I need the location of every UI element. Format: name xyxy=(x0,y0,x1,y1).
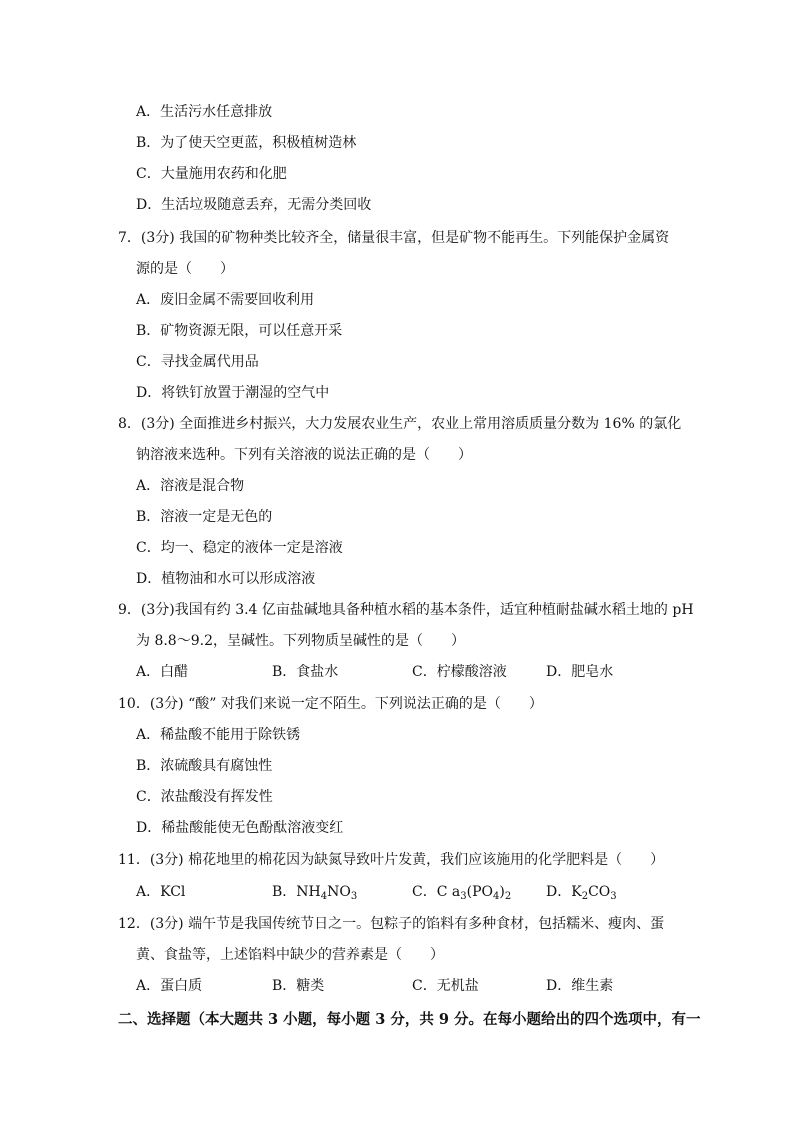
question-12-option-a: A．蛋白质 xyxy=(136,978,203,994)
question-9-option-b: B．食盐水 xyxy=(272,664,339,680)
question-11-option-c: C．C $a_3(PO_4)_2$ xyxy=(412,884,512,902)
question-7-option-d: D．将铁钉放置于潮湿的空气中 xyxy=(136,385,330,401)
question-12-option-b: B．糖类 xyxy=(272,978,325,994)
question-7-stem: 7．(3分) 我国的矿物种类比较齐全，储量很丰富，但是矿物不能再生。下列能保护金属资 xyxy=(118,230,670,246)
prev-option-d: D．生活垃圾随意丢弃，无需分类回收 xyxy=(136,197,372,213)
question-9-option-c: C．柠檬酸溶液 xyxy=(412,664,507,680)
question-12-stem: 12．(3分) 端午节是我国传统节日之一。包粽子的馅料有多种食材，包括糯米、瘦肉、蛋 xyxy=(118,916,665,932)
question-8-option-d: D．植物油和水可以形成溶液 xyxy=(136,571,316,587)
question-9-stem-cont: 为 8.8～9.2，呈碱性。下列物质呈碱性的是（ ） xyxy=(136,633,465,649)
question-10-stem: 10．(3分) “酸” 对我们来说一定不陌生。下列说法正确的是（ ） xyxy=(118,696,543,712)
question-7-option-c: C．寻找金属代用品 xyxy=(136,354,259,370)
question-8-stem-cont: 钠溶液来选种。下列有关溶液的说法正确的是（ ） xyxy=(136,447,472,463)
prev-option-c: C．大量施用农药和化肥 xyxy=(136,166,287,182)
question-10-option-d: D．稀盐酸能使无色酚酞溶液变红 xyxy=(136,820,344,836)
question-11-option-a: A．KCl xyxy=(136,884,186,900)
section-2-heading: 二、选择题（本大题共 3 小题，每小题 3 分，共 9 分。在每小题给出的四个选项中，有一 xyxy=(118,1011,701,1028)
question-9-option-a: A．白醋 xyxy=(136,664,189,680)
question-10-option-a: A．稀盐酸不能用于除铁锈 xyxy=(136,727,301,743)
question-9-stem: 9．(3分)我国有约 3.4 亿亩盐碱地具备种植水稻的基本条件，适宜种植耐盐碱水稻土地的 pH xyxy=(118,602,694,618)
question-7-option-b: B．矿物资源无限，可以任意开采 xyxy=(136,323,343,339)
question-11-option-d: D．$K_2CO_3$ xyxy=(546,884,617,902)
question-8-stem: 8．(3分) 全面推进乡村振兴，大力发展农业生产，农业上常用溶质质量分数为 16% 的氯化 xyxy=(118,416,682,432)
question-8-option-c: C．均一、稳定的液体一定是溶液 xyxy=(136,540,343,556)
question-8-option-b: B．溶液一定是无色的 xyxy=(136,509,273,525)
question-11-stem: 11．(3分) 棉花地里的棉花因为缺氮导致叶片发黄，我们应该施用的化学肥料是（ ） xyxy=(118,852,665,868)
question-12-option-d: D．维生素 xyxy=(546,978,614,994)
question-10-option-c: C．浓盐酸没有挥发性 xyxy=(136,789,273,805)
question-7-option-a: A．废旧金属不需要回收利用 xyxy=(136,292,315,308)
prev-option-b: B．为了使天空更蓝，积极植树造林 xyxy=(136,135,357,151)
question-12-stem-cont: 黄、食盐等，上述馅料中缺少的营养素是（ ） xyxy=(136,947,444,963)
question-10-option-b: B．浓硫酸具有腐蚀性 xyxy=(136,758,273,774)
question-12-option-c: C．无机盐 xyxy=(412,978,479,994)
question-9-option-d: D．肥皂水 xyxy=(546,664,614,680)
question-7-stem-cont: 源的是（ ） xyxy=(136,261,234,277)
question-8-option-a: A．溶液是混合物 xyxy=(136,478,245,494)
prev-option-a: A．生活污水任意排放 xyxy=(136,104,273,120)
question-11-option-b: B．$NH_4NO_3$ xyxy=(272,884,358,902)
